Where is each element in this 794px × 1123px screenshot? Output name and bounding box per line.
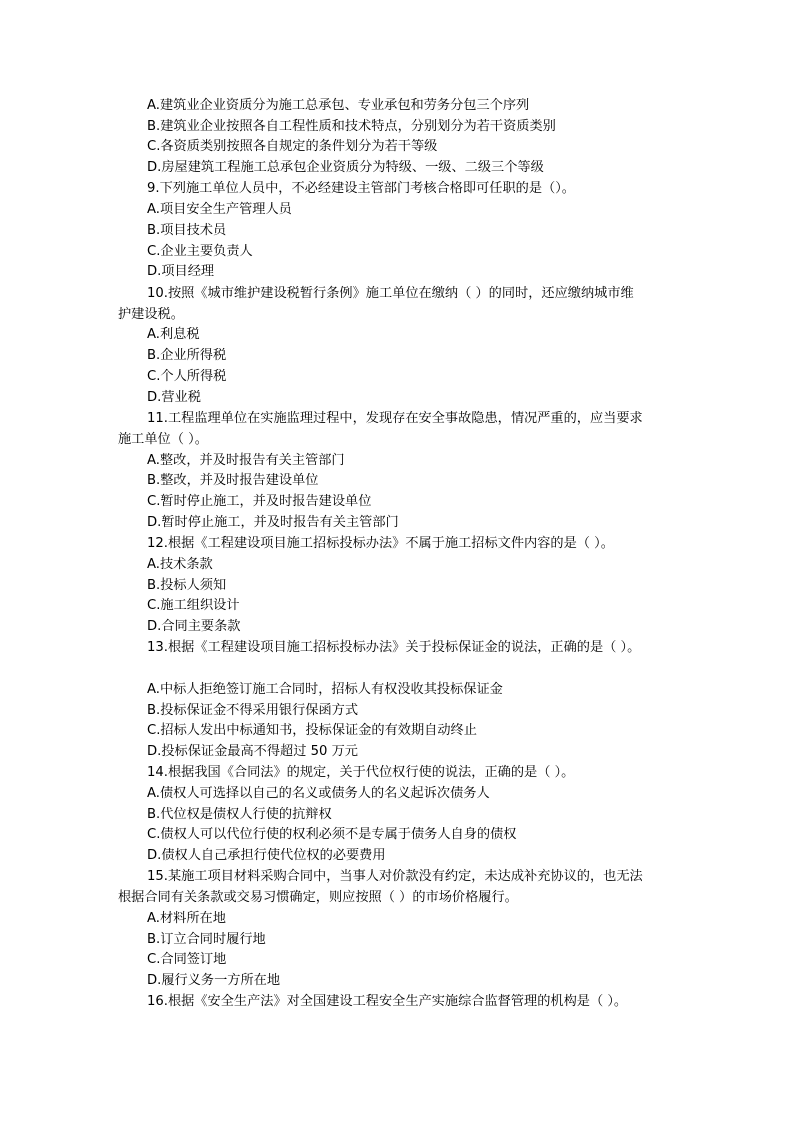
q10-option-d: D.营业税 — [147, 390, 201, 405]
q12-option-a: A.技术条款 — [147, 557, 213, 572]
q11-stem-line1: 11.工程监理单位在实施监理过程中，发现存在安全事故隐患，情况严重的，应当要求 — [147, 411, 643, 426]
q9-option-c: C.企业主要负责人 — [147, 244, 253, 259]
q14-stem: 14.根据我国《合同法》的规定，关于代位权行使的说法，正确的是（ ）。 — [147, 765, 575, 780]
q11-option-a: A.整改，并及时报告有关主管部门 — [147, 453, 345, 468]
q15-option-a: A.材料所在地 — [147, 911, 226, 926]
q13-option-a: A.中标人拒绝签订施工合同时，招标人有权没收其投标保证金 — [147, 682, 503, 697]
q15-stem-line2: 根据合同有关条款或交易习惯确定，则应按照（ ）的市场价格履行。 — [118, 890, 518, 905]
q10-stem-line2: 护建设税。 — [118, 307, 184, 322]
q8-option-d: D.房屋建筑工程施工总承包企业资质分为特级、一级、二级三个等级 — [147, 160, 544, 175]
q9-option-a: A.项目安全生产管理人员 — [147, 202, 292, 217]
q8-option-b: B.建筑业企业按照各自工程性质和技术特点，分别划分为若干资质类别 — [147, 119, 556, 134]
q11-stem-line2: 施工单位（ ）。 — [118, 432, 208, 447]
q15-option-b: B.订立合同时履行地 — [147, 932, 266, 947]
q14-option-b: B.代位权是债权人行使的抗辩权 — [147, 807, 332, 822]
q15-option-c: C.合同签订地 — [147, 952, 227, 967]
q15-stem-line1: 15.某施工项目材料采购合同中，当事人对价款没有约定，未达成补充协议的，也无法 — [147, 869, 643, 884]
q11-option-b: B.整改，并及时报告建设单位 — [147, 473, 319, 488]
q9-option-b: B.项目技术员 — [147, 223, 227, 238]
q13-option-b: B.投标保证金不得采用银行保函方式 — [147, 703, 359, 718]
q12-option-b: B.投标人须知 — [147, 578, 227, 593]
q12-stem: 12.根据《工程建设项目施工招标投标办法》不属于施工招标文件内容的是（ ）。 — [147, 536, 614, 551]
q10-option-c: C.个人所得税 — [147, 369, 227, 384]
q15-option-d: D.履行义务一方所在地 — [147, 973, 281, 988]
q11-option-d: D.暂时停止施工，并及时报告有关主管部门 — [147, 515, 399, 530]
q12-option-d: D.合同主要条款 — [147, 619, 241, 634]
q11-option-c: C.暂时停止施工，并及时报告建设单位 — [147, 494, 372, 509]
q8-option-a: A.建筑业企业资质分为施工总承包、专业承包和劳务分包三个序列 — [147, 98, 530, 113]
q12-option-c: C.施工组织设计 — [147, 598, 240, 613]
q13-stem: 13.根据《工程建设项目施工招标投标办法》关于投标保证金的说法，正确的是（ ）。 — [147, 640, 641, 655]
q8-option-c: C.各资质类别按照各自规定的条件划分为若干等级 — [147, 139, 438, 154]
q9-option-d: D.项目经理 — [147, 264, 215, 279]
q13-option-d: D.投标保证金最高不得超过 50 万元 — [147, 744, 358, 759]
q14-option-a: A.债权人可选择以自己的名义或债务人的名义起诉次债务人 — [147, 786, 490, 801]
q10-stem-line1: 10.按照《城市维护建设税暂行条例》施工单位在缴纳（ ）的同时，还应缴纳城市维 — [147, 286, 634, 301]
q14-option-d: D.债权人自己承担行使代位权的必要费用 — [147, 848, 386, 863]
q10-option-b: B.企业所得税 — [147, 348, 227, 363]
q16-stem: 16.根据《安全生产法》对全国建设工程安全生产实施综合监督管理的机构是（ ）。 — [147, 994, 628, 1009]
q9-stem: 9.下列施工单位人员中，不必经建设主管部门考核合格即可任职的是（）。 — [147, 181, 575, 196]
q10-option-a: A.利息税 — [147, 327, 200, 342]
q13-option-c: C.招标人发出中标通知书，投标保证金的有效期自动终止 — [147, 723, 477, 738]
q14-option-c: C.债权人可以代位行使的权利必须不是专属于债务人自身的债权 — [147, 827, 517, 842]
